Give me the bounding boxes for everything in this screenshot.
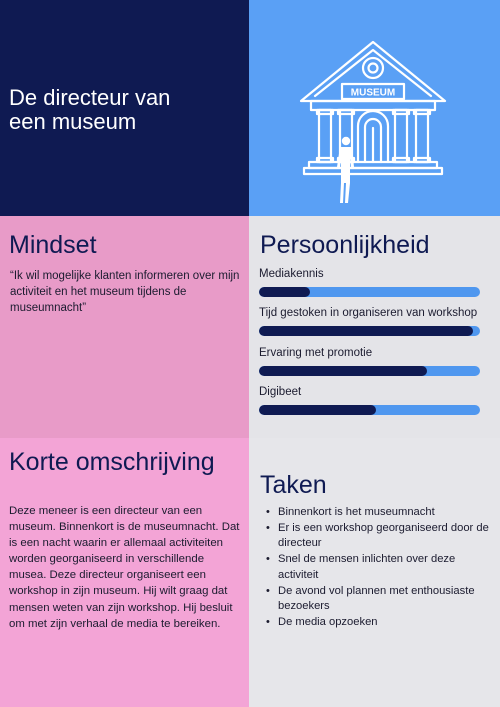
page-title (9, 86, 241, 134)
museum-building-icon (249, 0, 500, 216)
task-item: • De media opzoeken (265, 615, 497, 631)
mindset-heading: Mindset (9, 231, 97, 259)
trait-bar-promotie (259, 366, 480, 376)
personality-heading: Persoonlijkheid (260, 231, 430, 259)
trait-bar-fill (259, 326, 473, 336)
museum-sign-text: MUSEUM (350, 87, 396, 99)
illustration-panel (249, 0, 500, 216)
trait-bar-fill (259, 287, 310, 297)
trait-label-mediakennis: Mediakennis (259, 268, 324, 280)
task-item: • De avond vol plannen met enthousiaste bezoekers (265, 584, 497, 615)
trait-bar-fill (259, 405, 376, 415)
task-item: • Er is een workshop georganiseerd door de directeur (265, 521, 497, 552)
mindset-quote: “Ik wil mogelijke klanten informeren over mijn activiteit en het museum tijdens de museumnacht” (10, 270, 240, 314)
trait-bar-mediakennis (259, 287, 480, 297)
trait-label-digibeet: Digibeet (259, 386, 302, 398)
page-title-line1: De directeur van (9, 85, 171, 110)
task-item: • Binnenkort is het museumnacht (265, 505, 497, 521)
trait-bar-digibeet (259, 405, 480, 415)
trait-label-workshop: Tijd gestoken in organiseren van workshop (259, 307, 478, 319)
trait-label-promotie: Ervaring met promotie (259, 347, 373, 359)
tasks-list (265, 505, 497, 631)
task-item: • Snel de mensen inlichten over deze activiteit (265, 552, 497, 583)
page-title-line2: een museum (9, 109, 137, 134)
trait-bar-workshop (259, 326, 480, 336)
description-text: Deze meneer is een directeur van een museum. Binnenkort is de museumnacht. Dat is een nacht waarin er allemaal activiteiten worden georganiseerd in verschillende musea. Deze directeur organiseert een workshop in zijn museum. Hij wilt graag dat mensen weten van zijn workshop. Hij besluit om met zijn verhaal de media te bereiken. (9, 505, 240, 630)
trait-bar-fill (259, 366, 427, 376)
tasks-heading: Taken (260, 471, 327, 499)
description-heading: Korte omschrijving (9, 448, 215, 476)
